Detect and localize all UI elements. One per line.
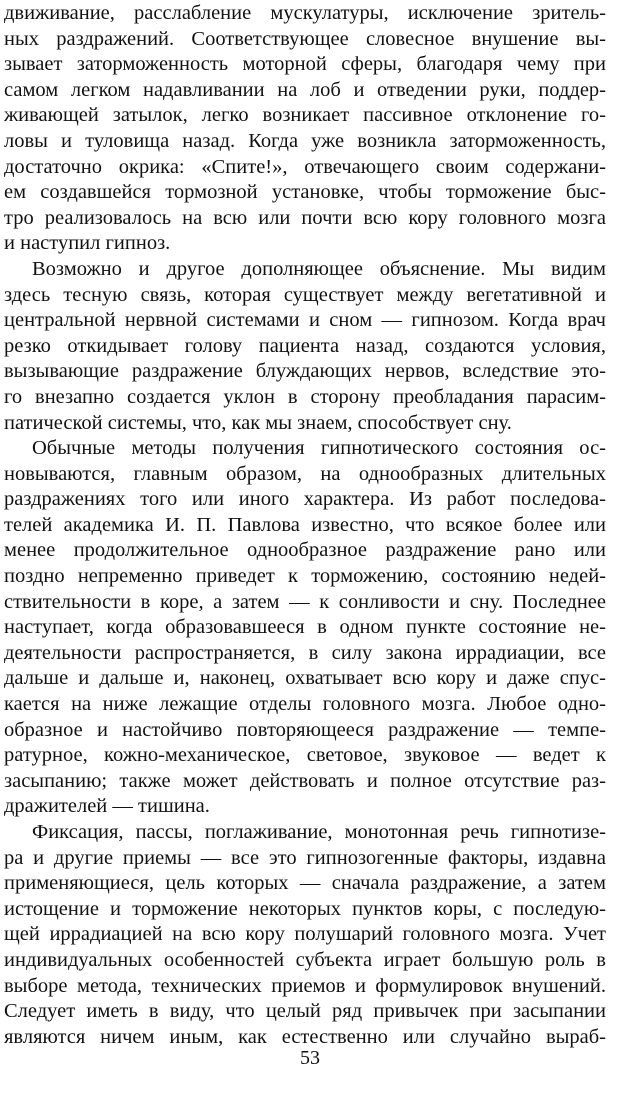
text-line: являются ничем иным, как естественно или случайно выраб- (4, 1025, 606, 1048)
page-text (4, 0, 606, 1050)
paragraph-first-line: Возможно и другое дополняющее объяснение. Мы видим (32, 257, 606, 280)
text-line: применяющиеся, цель которых — сначала раздражение, а затем (4, 872, 606, 895)
text-line: телей академика И. П. Павлова известно, что всякое более или (4, 513, 606, 536)
text-line: центральной нервной системами и сном — гипнозом. Когда врач (4, 309, 606, 332)
text-line: выборе метода, технических приемов и формулировок внушений. (4, 974, 606, 997)
text-line: раздражениях того или иного характера. Из работ последова- (4, 488, 606, 511)
text-line: зывает заторможенность моторной сферы, благодаря чему при (4, 53, 606, 76)
text-line: ных раздражений. Соответствующее словесное внушение вы- (4, 27, 606, 50)
text-line: вызывающие раздражение блуждающих нервов, вследствие это- (4, 360, 606, 383)
text-line: живающей затылок, легко возникает пассивное отклонение го- (4, 104, 606, 127)
text-line: щей иррадиацией на всю кору полушарий головного мозга. Учет (4, 923, 606, 946)
text-line: и наступил гипноз. (4, 232, 171, 255)
paragraph-first-line: Фиксация, пассы, поглаживание, монотонная речь гипнотизе- (32, 821, 606, 843)
text-line: тро реализовалось на всю или почти всю кору головного мозга (4, 206, 606, 229)
text-line: резко откидывает голову пациента назад, создаются условия, (4, 334, 606, 357)
text-line: Следует иметь в виду, что целый ряд привычек при засыпании (4, 1000, 606, 1023)
text-line: ствительности в коре, а затем — к сонливости и сну. Последнее (4, 590, 606, 613)
text-line: новываются, главным образом, на однообразных длительных (4, 462, 606, 485)
text-line: деятельности распространяется, в силу закона иррадиации, все (4, 641, 606, 664)
text-line: движивание, расслабление мускулатуры, исключение зритель- (4, 2, 606, 24)
text-line: ра и другие приемы — все это гипнозогенные факторы, издавна (4, 846, 606, 869)
paragraph-first-line: Обычные методы получения гипнотического состояния ос- (32, 437, 606, 460)
text-line: индивидуальных особенностей субъекта играет большую роль в (4, 948, 606, 971)
text-line: достаточно окрика: «Спите!», отвечающего своим содержани- (4, 155, 606, 178)
text-line: образное и настойчиво повторяющееся раздражение — темпе- (4, 718, 606, 741)
text-line: менее продолжительное однообразное раздражение рано или (4, 539, 606, 562)
text-line: истощение и торможение некоторых пунктов коры, с последую- (4, 897, 606, 920)
text-line: патической системы, что, как мы знаем, способствует сну. (4, 411, 512, 434)
text-line: наступает, когда образовавшееся в одном пункте состояние не- (4, 616, 606, 639)
text-line: го внезапно создается уклон в сторону преобладания парасим- (4, 385, 606, 408)
page-number: 53 (300, 1047, 320, 1069)
text-line: дальше и дальше и, наконец, охватывает всю кору и даже спус- (4, 667, 606, 690)
text-line: кается на ниже лежащие отделы головного мозга. Любое одно- (4, 693, 606, 716)
text-line: ловы и туловища назад. Когда уже возникла заторможенность, (4, 129, 606, 152)
text-line: засыпанию; также может действовать и полное отсутствие раз- (4, 769, 606, 792)
text-line: здесь тесную связь, которая существует между вегетативной и (4, 283, 606, 306)
text-line: дражителей — тишина. (4, 795, 210, 818)
text-line: поздно непременно приведет к торможению, состоянию недей- (4, 565, 606, 588)
text-line: самом легком надавливании на лоб и отведении руки, поддер- (4, 78, 606, 101)
text-line: ем создавшейся тормозной установке, чтобы торможение быс- (4, 181, 606, 204)
text-line: ратурное, кожно-механическое, световое, звуковое — ведет к (4, 744, 606, 767)
